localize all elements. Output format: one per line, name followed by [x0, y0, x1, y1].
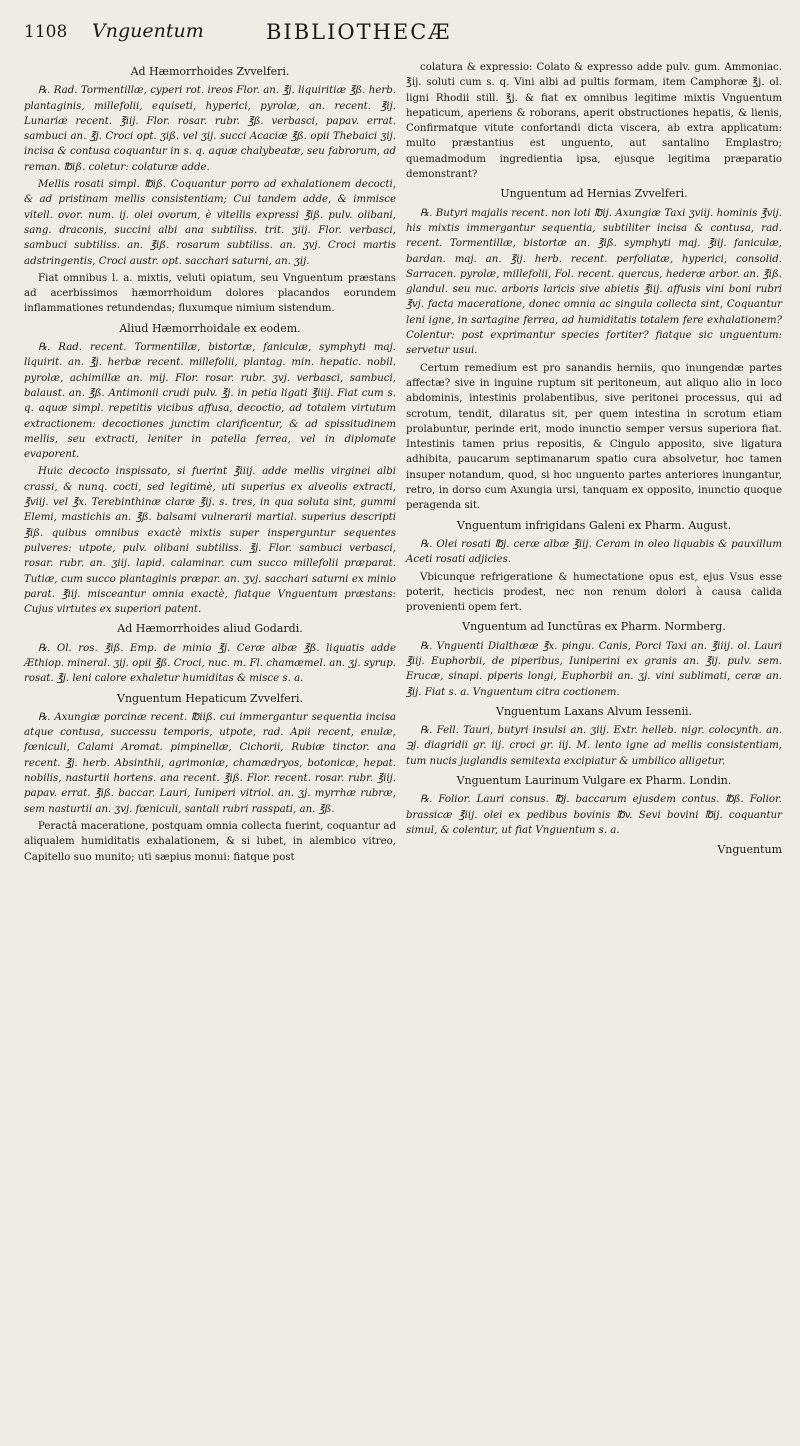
- paragraph: ℞. Folior. Lauri consus. ℔j. baccarum ejusdem contus. ℔ß. Folior. brassicæ ℥iij. olei ex pedibus bovinis ℔v. Sevi bovini ℔ij. coquantur simul, & colentur, ut fiat Vnguentum s. a.: [406, 794, 782, 836]
- right-column: [406, 60, 782, 862]
- catchword: Vnguentum: [717, 843, 782, 857]
- paragraph: Mellis rosati simpl. ℔iß. Coquantur porro ad exhalationem decocti, & ad pristinam mellis consistentiam; Cui tandem adde, & immisce vitell. ovor. num. ij. olei ovorum, è vitellis expressi ℥iß. pulv. olibani, sang. draconis, succini albi ana subtiliss. trit. ʒiij. Flor. verbasci, sambuci subtiliss. an. ℥iß. rosarum subtiliss. an. ʒvj. Croci martis adstringentis, Croci austr. opt. sacchari saturni, an. ʒij.: [24, 179, 396, 267]
- book-title: BIBLIOTHECÆ: [266, 20, 452, 44]
- section-heading: Vnguentum Laurinum Vulgare ex Pharm. Londin.: [456, 774, 732, 788]
- paragraph: Peractâ maceratione, postquam omnia collecta fuerint, coquantur ad aliqualem humiditatis exhalationem, & si lubet, in alembico vitreo, Capitello suo munito; uti sæpius monui: fiatque post: [24, 820, 396, 863]
- paragraph: Fiat omnibus l. a. mixtis, veluti opiatum, seu Vnguentum præstans ad acerbissimos hæmorrhoidum dolores placandos eorundem inflammationes retundendas; fluxumque nimium sistendum.: [24, 272, 396, 315]
- section-heading: Aliud Hæmorrhoidale ex eodem.: [119, 321, 301, 335]
- paragraph: ℞. Rad. Tormentillæ, cyperi rot. ireos Flor. an. ℥j. liquiritiæ ℥ß. herb. plantaginis, millefolii, equiseti, hyperici, pyrolæ, an. recent. ℥ij. Lunariæ recent. ℥iij. Flor. rosar. rubr. ℥ß. verbasci, papav. errat. sambuci an. ℥j. Croci opt. ʒiß. vel ʒij. succi Acaciæ ℥ß. opii Thebaici ʒij. incisa & contusa coquantur in s. q. aquæ chalybeatæ, seu fabrorum, ad reman. ℔iß. coletur: colaturæ adde.: [24, 85, 396, 173]
- section-heading: Vnguentum infrigidans Galeni ex Pharm. August.: [456, 518, 732, 532]
- section-heading: Vnguentum ad Iunctūras ex Pharm. Normberg.: [462, 620, 726, 634]
- paragraph: ℞. Axungiæ porcinæ recent. ℔iiß. cui immergantur sequentia incisa atque contusa, successu temporis, utpote, rad. Apii recent, enulæ, fœniculi, Calami Aromat. pimpinellæ, Cichorii, Rubiæ tinctor. ana recent. ℥j. herb. Absinthii, agrimoniæ, chamædryos, botonicæ, hepat. nobilis, nasturtii hortens. ana recent. ℥iß. Flor. recent. rosar. rubr. ℥iij. papav. errat. ℥iß. baccar. Lauri, Iuniperi vitriol. an. ʒj. myrrhæ rubræ, sem nasturtii an. ʒvj. fœniculi, santali rubri rasspati, an. ℥ß.: [24, 711, 396, 815]
- paragraph: ℞. Fell. Tauri, butyri insulsi an. ʒiij. Extr. helleb. nigr. colocynth. an. ℈j. diagridii gr. iij. croci gr. iij. M. lento igne ad mellis consistentiam, tum nucis juglandis semitexta excipiatur & umbilico alligetur.: [406, 725, 782, 767]
- paragraph: Huic decocto inspissato, si fuerint ℥iiij. adde mellis virginei albi crassi, & nunq. cocti, sed legitimè, uti superius ex alveolis extracti, ℥viij. vel ℥x. Terebinthinæ claræ ℥ij. s. tres, in qua soluta sint, gummi Elemi, mastichis an. ℥ß. balsami vulnerarii martial. superius descripti ℥iß. quibus omnibus exactè mixtis super insperguntur sequentes pulveres: utpote, pulv. olibani subtiliss. ℥j. Flor. sambuci verbasci, rosar. rubr. an. ʒiij. lapid. calaminar. cum succo millefolii præparat. Tutiæ, cum succo plantaginis præpar. an. ʒvj. sacchari saturni ex minio parat. ℥iij. misceantur omnia exactè, fiatque Vnguentum præstans: Cujus virtutes ex superiori patent.: [24, 466, 396, 616]
- section-heading: Vnguentum Hepaticum Zvvelferi.: [117, 691, 303, 705]
- section-heading: Unguentum ad Hernias Zvvelferi.: [500, 187, 688, 201]
- paragraph: ℞. Butyri majalis recent. non loti ℔ij. Axungiæ Taxi ʒviij. hominis ℥vij. his mixtis immergantur sequentia, subtiliter incisa & contusa, rad. recent. Tormentillæ, bistortæ an. ℥iß. symphyti maj. ℥iij. faniculæ, bardan. maj. an. ℥ij. herb. recent. perfoliatæ, hyperici, consolid. Sarracen. pyrolæ, millefolii, Fol. recent. quercus, hederæ arbor. an. ℥iß. glandul. seu nuc. arboris laricis sive abietis ℥iij. affusis vini boni rubri ℥vj. facta maceratione, donec omnia ac singula collecta sint, Coquantur leni igne, in sartagine ferrea, ad humiditatis totalem fere exhalationem? Colentur: post exprimantur species fortiter? fiatque sic unguentum: servetur usui.: [406, 207, 782, 357]
- paragraph: ℞. Olei rosati ℔j. ceræ albæ ℥iij. Ceram in oleo liquabis & pauxillum Aceti rosati adjicies.: [406, 538, 782, 566]
- section-heading: Ad Hæmorrhoides Zvvelferi.: [130, 65, 290, 78]
- section-heading: Ad Hæmorrhoides aliud Godardi.: [117, 622, 303, 636]
- paragraph: Vbicunque refrigeratione & humectatione opus est, ejus Vsus esse poterit, hecticis prodest, nec non renum dolori à causa calida provenienti opem fert.: [406, 571, 782, 614]
- paragraph: ℞. Rad. recent. Tormentillæ, bistortæ, faniculæ, symphyti maj. liquirit. an. ℥j. herbæ recent. millefolii, plantag. min. hepatic. nobil. pyrolæ, achimillæ an. mij. Flor. rosar. rubr. ʒvj. verbasci, sambuci, balaust. an. ℥ß. Antimonii crudi pulv. ℥j. in petia ligati ℥iiij. Fiat cum s. q. aquæ simpl. repetitis vicibus affusa, decoctio, ad totalem virtutum extractionem: decoctiones junctim clarificentur, & ad spissitudinem mellis, seu extracti, leniter in patella ferrea, vel in diplomate evaporent.: [24, 342, 396, 461]
- page-number: 1108: [24, 22, 68, 42]
- paragraph: colatura & expressio: Colato & expresso adde pulv. gum. Ammoniac. ℥ij. soluti cum s. q. Vini albi ad pultis formam, item Camphoræ ℥j. ol. ligni Rhodii still. ℥j. & fiat ex omnibus legitime mixtis Vnguentum hepaticum, aperiens & roborans, aperit obstructiones hepatis, & lienis, Confirmatque vitute confortandi dicta viscera, ab extra applicatum: multo præstantius est unguento, aut santalino Emplastro; quemadmodum ingredientia ipsa, ejusque legitima præparatio demonstrant?: [406, 62, 782, 181]
- paragraph: ℞. Vnguenti Dialthææ ℥x. pingu. Canis, Porci Taxi an. ℥iiij. ol. Lauri ℥iij. Euphorbii, de piperibus, Iuniperini ex granis an. ℥ij. pulv. sem. Erucæ, sinapi. piperis longi, Euphorbii an. ʒj. vini sublimati, ceræ an. ℥ij. Fiat s. a. Vnguentum citra coctionem.: [406, 640, 782, 698]
- paragraph: Certum remedium est pro sanandis herniis, quo inungendæ partes affectæ? sive in inguine ruptum sit peritoneum, aut aliquo alio in loco abdominis, intestinis prolabentibus, sive peritonei processus, qui ad scrotum, tendit, dilaratus sit, per quem intestina in scrotum etiam prolabuntur, perinde erit, modo inunctio semper versus superiora fiat. Intestinis tamen prius repositis, & Cingulo apposito, sive ligatura adhibita, paucarum septimanarum spatio cura absolvetur, hoc tamen insuper notandum, quod, si hoc unguento partes anteriores inungantur, retro, in dorso cum Axungia ursi, tanquam ex opposito, inunctio quoque peragenda sit.: [406, 362, 782, 512]
- page-header: [24, 20, 776, 60]
- left-column: [24, 60, 396, 867]
- section-heading: Vnguentum Laxans Alvum Iessenii.: [496, 704, 692, 718]
- running-title: Vnguentum: [92, 20, 204, 42]
- paragraph: ℞. Ol. ros. ℥iß. Emp. de minio ℥j. Ceræ albæ ℥ß. liquatis adde Æthiop. mineral. ʒij. opii ℥ß. Croci, nuc. m. Fl. chamæmel. an. ʒj. syrup. rosat. ℥j. leni calore exhaletur humiditas & misce s. a.: [24, 642, 396, 685]
